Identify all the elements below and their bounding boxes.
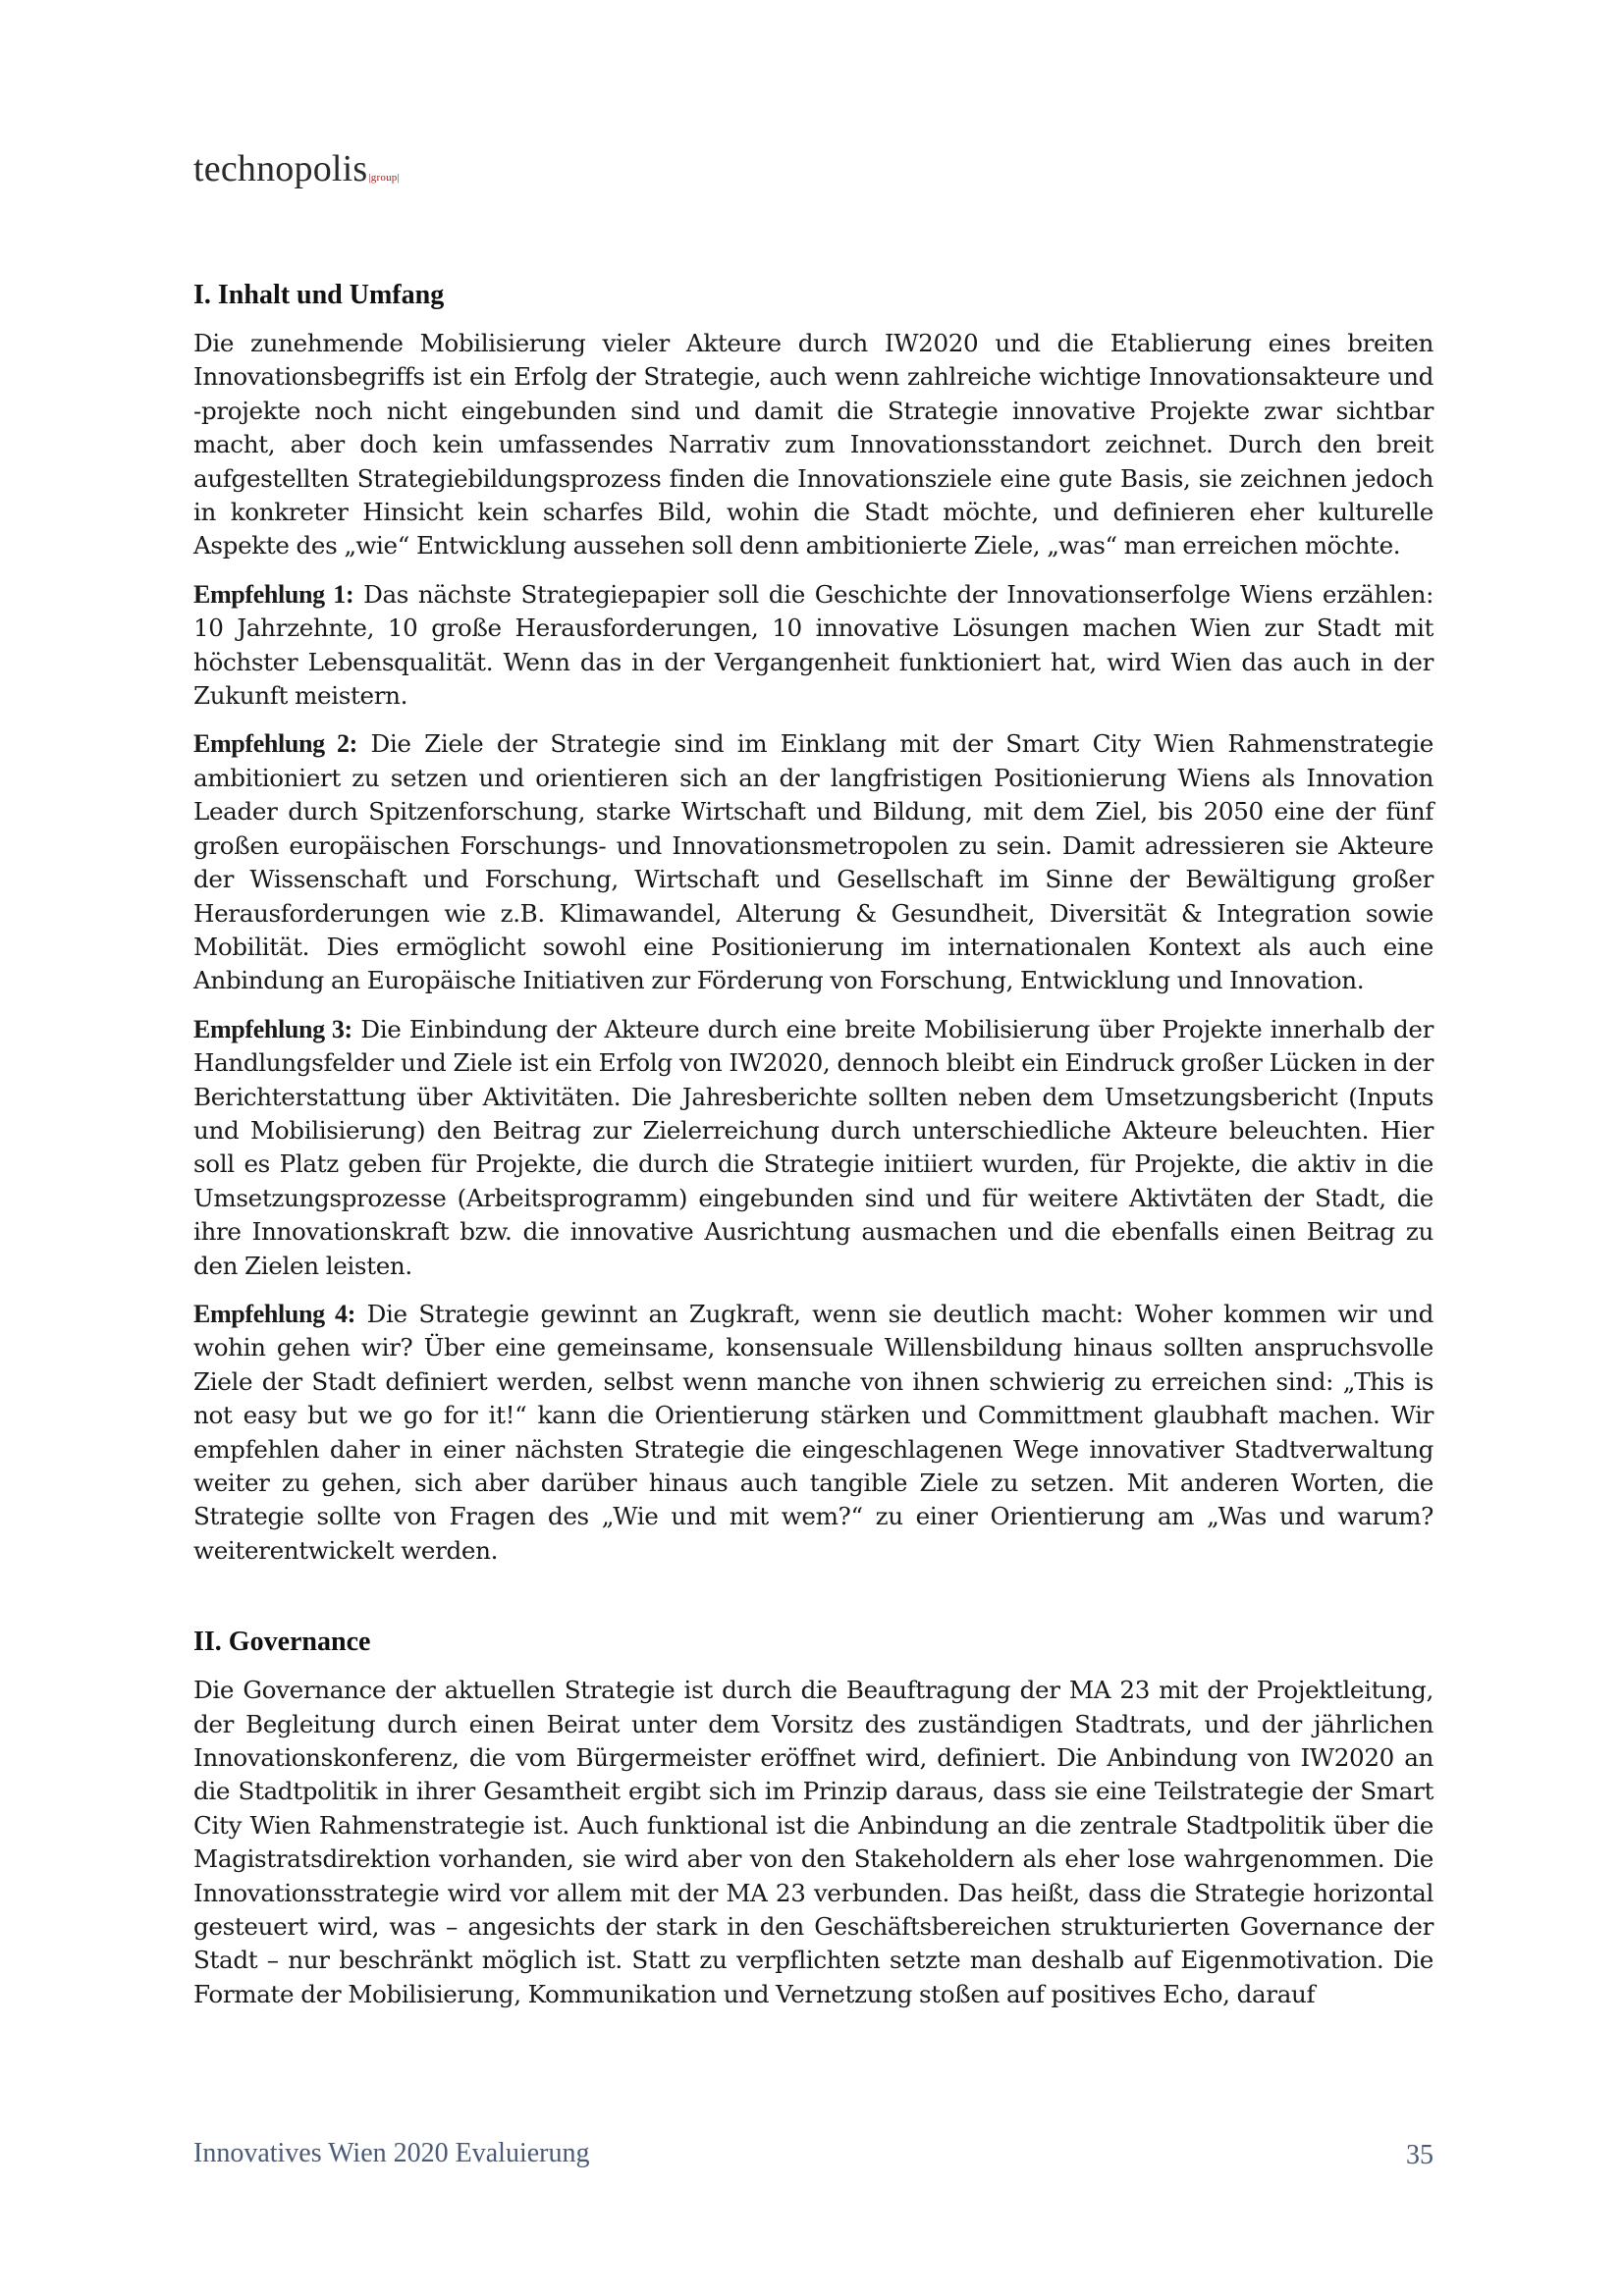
recommendation-text: Die Strategie gewinnt an Zugkraft, wenn sie deutlich macht: Woher kommen wir und wohin gehen wir? Über eine gemeinsame, konsensuale Willensbildung hinaus sollten anspruchsvolle Ziele der Stadt definiert werden, selbst wenn manche von ihnen schwierig zu erreichen sind: „This is not easy but we go for it!“ kann die Orientierung stärken und Committment glaubhaft machen. Wir empfehlen daher in einer nächsten Strategie die eingeschlagenen Wege innovativer Stadtverwaltung weiter zu gehen, sich aber darüber hinaus auch tangible Ziele zu setzen. Mit anderen Worten, die Strategie sollte von Fragen des „Wie und mit wem?“ zu einer Orientierung am „Was und warum? weiterentwickelt werden. (193, 1299, 1434, 1565)
recommendation-1 (193, 578, 1434, 714)
footer-title: Innovatives Wien 2020 Evaluierung (193, 2138, 590, 2168)
recommendation-label: Empfehlung 3: (193, 1014, 352, 1043)
recommendation-text: Die Ziele der Strategie sind im Einklang mit der Smart City Wien Rahmenstrategie ambitioniert zu setzen und orientieren sich an der langfristigen Positionierung Wiens als Innovation Leader durch Spitzenforschung, starke Wirtschaft und Bildung, mit dem Ziel, bis 2050 eine der fünf großen europäischen Forschungs- und Innovationsmetropolen zu sein. Damit adressieren sie Akteure der Wissenschaft und Forschung, Wirtschaft und Gesellschaft im Sinne der Bewältigung großer Herausforderungen wie z.B. Klimawandel, Alterung & Gesundheit, Diversität & Integration sowie Mobilität. Dies ermöglicht sowohl eine Positionierung im internationalen Kontext als auch eine Anbindung an Europäische Initiativen zur Förderung von Forschung, Entwicklung und Innovation. (193, 729, 1434, 995)
recommendation-text: Die Einbindung der Akteure durch eine breite Mobilisierung über Projekte innerhalb der Handlungsfelder und Ziele ist ein Erfolg von IW2020, dennoch bleibt ein Eindruck großer Lücken in der Berichterstattung über Aktivitäten. Die Jahresberichte sollten neben dem Umsetzungsbericht (Inputs und Mobilisierung) den Beitrag zur Zielerreichung durch unterschiedliche Akteure beleuchten. Hier soll es Platz geben für Projekte, die durch die Strategie initiiert wurden, für Projekte, die aktiv in die Umsetzungsprozesse (Arbeitsprogramm) eingebunden sind und für weitere Aktivtäten der Stadt, die ihre Innovationskraft bzw. die innovative Ausrichtung ausmachen und die ebenfalls einen Beitrag zu den Zielen leisten. (193, 1014, 1434, 1280)
section-heading-inhalt: I. Inhalt und Umfang (193, 280, 445, 310)
recommendation-label: Empfehlung 4: (193, 1299, 356, 1328)
recommendation-label: Empfehlung 2: (193, 729, 357, 759)
logo-main-text: technopolis (193, 148, 368, 189)
page-number: 35 (1406, 2140, 1434, 2170)
logo-sub-text: |group| (368, 172, 400, 184)
recommendation-4 (193, 1298, 1434, 1568)
section-intro-paragraph: Die zunehmende Mobilisierung vieler Akteure durch IW2020 und die Etablierung eines breiten Innovationsbegriffs ist ein Erfolg der Strategie, auch wenn zahlreiche wichtige Innovationsakteure und -projekte noch nicht eingebunden sind und damit die Strategie innovative Projekte zwar sichtbar macht, aber doch kein umfassendes Narrativ zum Innovationsstandort zeichnet. Durch den breit aufgestellten Strategiebildungsprozess finden die Innovationsziele eine gute Basis, sie zeichnen jedoch in konkreter Hinsicht kein scharfes Bild, wohin die Stadt möchte, und definieren eher kulturelle Aspekte des „wie“ Entwicklung aussehen soll denn ambitionierte Ziele, „was“ man erreichen möchte. (193, 329, 1434, 561)
section-heading-governance: II. Governance (193, 1627, 371, 1658)
recommendation-text: Das nächste Strategiepapier soll die Geschichte der Innovationserfolge Wiens erzählen: 10 Jahrzehnte, 10 große Herausforderungen, 10 innovative Lösungen machen Wien zur Stadt mit höchster Lebensqualität. Wenn das in der Vergangenheit funktioniert hat, wird Wien das auch in der Zukunft meistern. (193, 579, 1434, 711)
governance-paragraph: Die Governance der aktuellen Strategie ist durch die Beauftragung der MA 23 mit der Projektleitung, der Begleitung durch einen Beirat unter dem Vorsitz des zuständigen Stadtrats, und der jährlichen Innovationskonferenz, die vom Bürgermeister eröffnet wird, definiert. Die Anbindung von IW2020 an die Stadtpolitik in ihrer Gesamtheit ergibt sich im Prinzip daraus, dass sie eine Teilstrategie der Smart City Wien Rahmenstrategie ist. Auch funktional ist die Anbindung an die zentrale Stadtpolitik über die Magistratsdirektion vorhanden, sie wird aber von den Stakeholdern als eher lose wahrgenommen. Die Innovationsstrategie wird vor allem mit der MA 23 verbunden. Das heißt, dass die Strategie horizontal gesteuert wird, was – angesichts der stark in den Geschäftsbereichen strukturierten Governance der Stadt – nur beschränkt möglich ist. Statt zu verpflichten setzte man deshalb auf Eigenmotivation. Die Formate der Mobilisierung, Kommunikation und Vernetzung stoßen auf positives Echo, darauf (193, 1676, 1434, 2008)
recommendation-label: Empfehlung 1: (193, 579, 354, 609)
technopolis-logo (193, 147, 400, 190)
recommendation-2 (193, 727, 1434, 997)
recommendation-3 (193, 1013, 1434, 1283)
main-content (193, 278, 1434, 2011)
